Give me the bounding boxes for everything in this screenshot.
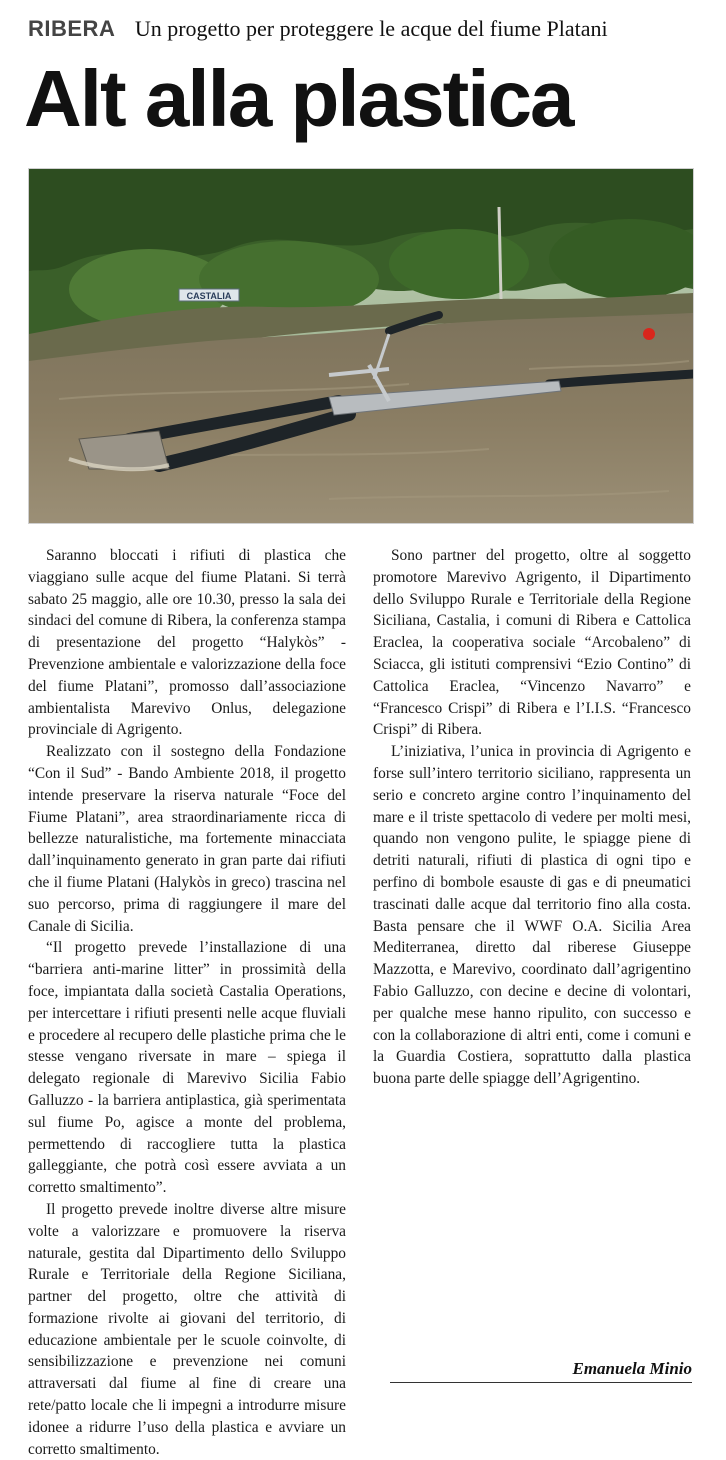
- byline-rule: [390, 1359, 692, 1383]
- article-photo: [28, 168, 694, 524]
- article-paragraph: “Il progetto prevede l’installazione di una “barriera anti-marine litter” in prossimità della foce, impiantata dalla società Castalia Operations, per intercettare i rifiuti presenti nelle acque fluviali e procedere al recupero delle plastiche prima che le stesse vengano riversate in mare – spiega il delegato regionale di Marevivo Sicilia Fabio Galluzzo - la barriera antiplastica, già sperimentata sul fiume Po, agisce a monte del problema, permettendo di raccogliere tutta la plastica galleggiante, che potrà così essere avviata a un corretto smaltimento”.: [28, 939, 346, 1197]
- article-column-left: [28, 545, 346, 1460]
- article-paragraph: Realizzato con il sostegno della Fondazione “Con il Sud” - Bando Ambiente 2018, il progetto intende preservare la riserva naturale “Foce del Fiume Platani”, area straordinariamente ricca di bellezze naturalistiche, ma fortemente minacciata dall’inquinamento generato in gran parte dai rifiuti che il fiume Platani (Halykòs in greco) trascina nel suo percorso, prima di raggiungere il mare del Canale di Sicilia.: [28, 743, 346, 935]
- river-barrier-photo: [29, 169, 693, 523]
- kicker-place: RIBERA: [28, 16, 116, 41]
- sign-text: CASTALIA: [186, 291, 232, 301]
- article-paragraph: Saranno bloccati i rifiuti di plastica che viaggiano sulle acque del fiume Platani. Si terrà sabato 25 maggio, alle ore 10.30, presso la sala dei sindaci del comune di Ribera, la conferenza stampa di presentazione del progetto “Halykòs” - Prevenzione ambientale e valorizzazione della foce del fiume Platani”, promosso dall’associazione ambientalista Marevivo Onlus, delegazione provinciale di Agrigento.: [28, 547, 346, 739]
- article-paragraph: L’iniziativa, l’unica in provincia di Agrigento e forse sull’intero territorio siciliano, rappresenta un serio e concreto argine contro l’inquinamento del mare e il triste spettacolo di vedere per molti mesi, quando non vengono pulite, le spiagge piene di detriti naturali, rifiuti di plastica di ogni tipo e perfino di bombole esauste di gas e di pneumatici trascinati dalle acque dal territorio fino alla costa. Basta pensare che il WWF O.A. Sicilia Area Mediterranea, diretto dal riberese Giuseppe Mazzotta, e Marevivo, coordinato dall’agrigentino Fabio Galluzzo, con decine e decine di volontari, per qualche mese hanno ripulito, con successo e con la collaborazione di altri enti, come i comuni e la Guardia Costiera, soprattutto dalla plastica buona parte delle spiagge dell’Agrigentino.: [373, 743, 691, 1088]
- article-paragraph: Sono partner del progetto, oltre al soggetto promotore Marevivo Agrigento, il Dipartimento dello Sviluppo Rurale e Territoriale della Regione Siciliana, Castalia, i comuni di Ribera e Cattolica Eraclea, la cooperativa sociale “Arcobaleno” di Sciacca, gli istituti comprensivi “Ezio Contino” di Cattolica Eraclea, “Vincenzo Navarro” e “Francesco Crispi” di Ribera e l’I.I.S. “Francesco Crispi” di Ribera.: [373, 547, 691, 739]
- article-paragraph: Il progetto prevede inoltre diverse altre misure volte a valorizzare e promuovere la riserva naturale, gestita dal Dipartimento dello Sviluppo Rurale e Territoriale della Regione Siciliana, partner del progetto, oltre che attività di formazione rivolte ai giovani del territorio, di educazione ambientale per le scuole coinvolte, di sensibilizzazione e prevenzione nei comuni attraversati dal fiume al fine di creare una rete/patto locale che li impegni a introdurre misure idonee a ridurre l’uso della plastica e avviare un corretto smaltimento.: [28, 1200, 346, 1458]
- kicker: [28, 14, 608, 44]
- kicker-subtitle: Un progetto per proteggere le acque del fiume Platani: [134, 16, 608, 41]
- buoy: [643, 328, 655, 340]
- article-column-right: [373, 545, 691, 1090]
- byline: Emanuela Minio: [572, 1359, 692, 1378]
- headline: Alt alla plastica: [24, 54, 573, 143]
